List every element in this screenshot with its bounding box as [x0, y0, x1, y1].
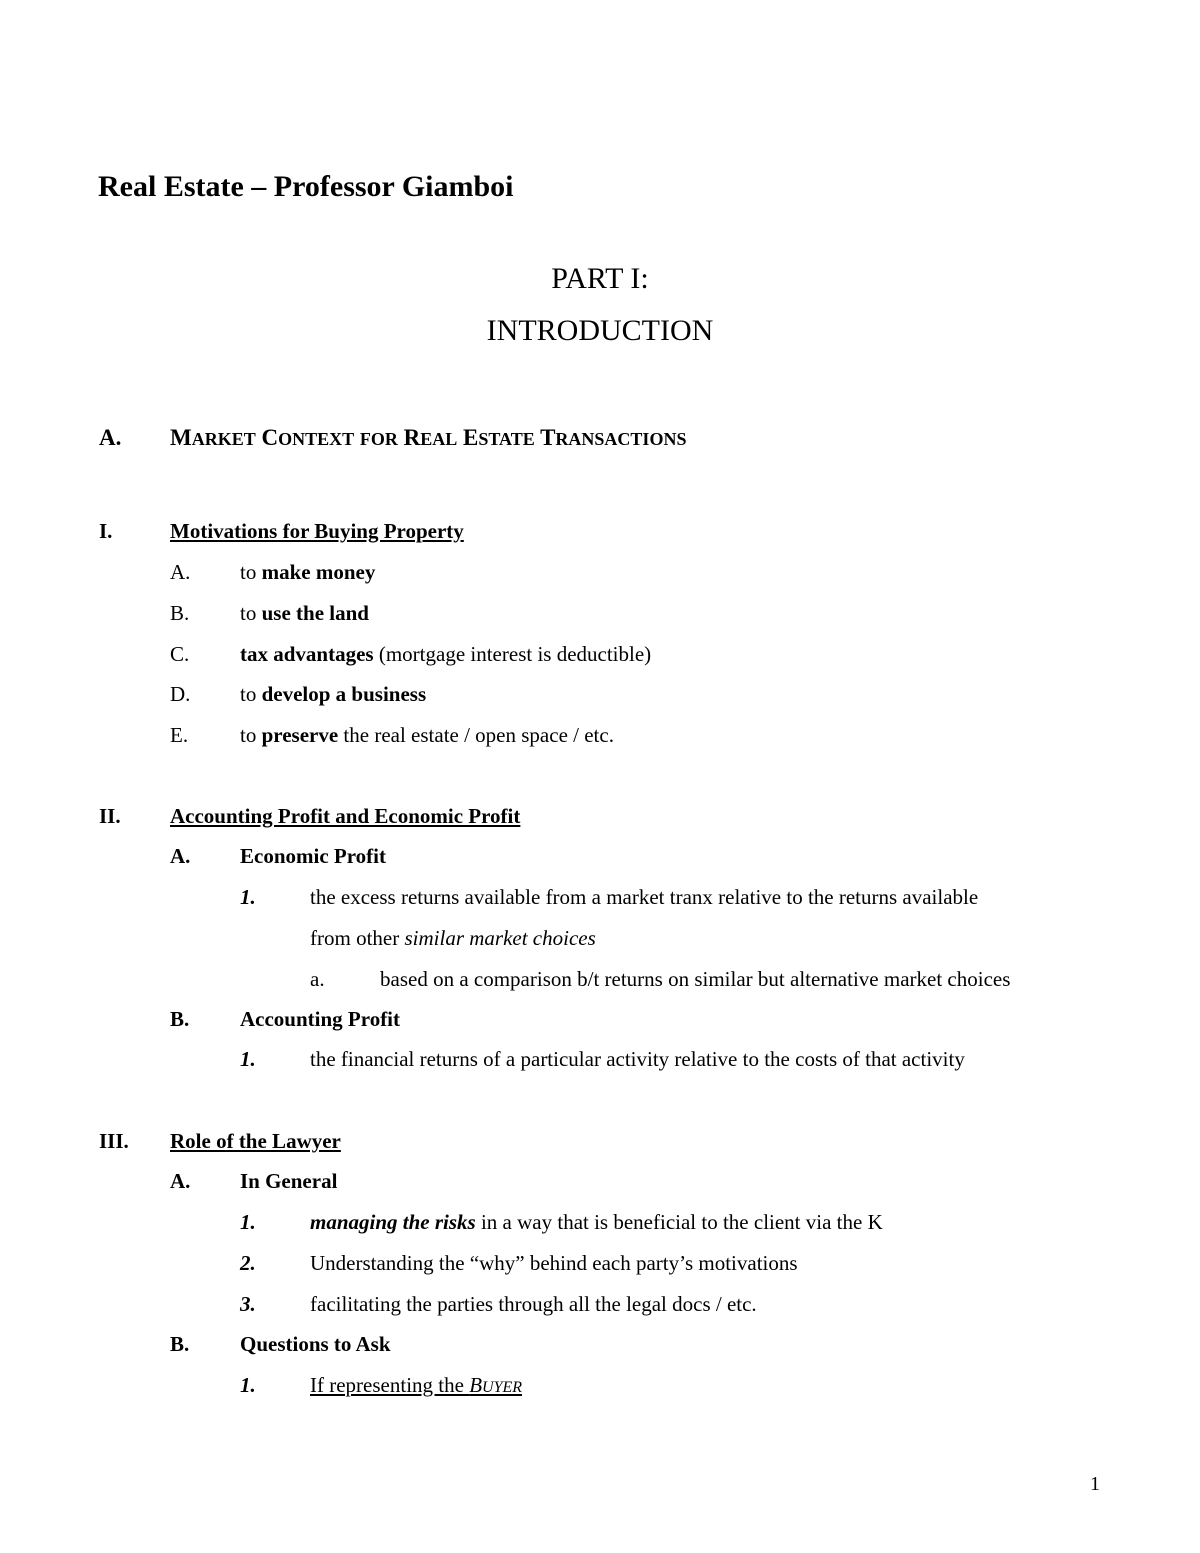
item-number: 1.	[240, 1210, 256, 1234]
section-3-heading: Role of the Lawyer	[170, 1129, 341, 1153]
list-item-label: A.	[170, 560, 191, 584]
item-text: Understanding the “why” behind each party’s motivations	[310, 1251, 798, 1275]
subsection-title: Economic Profit	[240, 844, 386, 868]
item-text: the excess returns available from a market tranx relative to the returns available	[310, 885, 979, 909]
section-1-heading: Motivations for Buying Property	[170, 519, 464, 543]
subsection-label: A.	[170, 844, 191, 868]
item-text: If representing the BUYER	[310, 1373, 523, 1397]
item-text: the financial returns of a particular activity relative to the costs of that activity	[310, 1047, 965, 1071]
subsection-label: B.	[170, 1332, 190, 1356]
item-number: 1.	[240, 1047, 256, 1071]
part-subtitle: INTRODUCTION	[486, 314, 714, 347]
item-number: 1.	[240, 1373, 256, 1397]
sc-word-estate: ESTATE	[463, 425, 535, 450]
sc-word-for: FOR	[359, 429, 398, 449]
item-text-continued: from other similar market choices	[310, 926, 596, 950]
subitem-label: a.	[310, 967, 325, 991]
sc-word-real: REAL	[403, 425, 458, 450]
page-number: 1	[1090, 1473, 1100, 1495]
list-item-label: C.	[170, 642, 190, 666]
list-item: to develop a business	[240, 682, 427, 706]
subsection-title: Accounting Profit	[240, 1007, 401, 1031]
section-a-title	[170, 426, 686, 449]
sc-word-transactions: TRANSACTIONS	[540, 425, 687, 450]
part-heading: PART I:	[551, 262, 649, 295]
section-a-label: A.	[99, 425, 122, 450]
subitem-text: based on a comparison b/t returns on similar but alternative market choices	[380, 967, 1011, 991]
list-item: tax advantages (mortgage interest is deductible)	[240, 642, 652, 666]
item-number: 2.	[240, 1251, 256, 1275]
document-title: Real Estate – Professor Giamboi	[98, 170, 514, 203]
subsection-title: In General	[240, 1169, 338, 1193]
sc-word-context: CONTEXT	[261, 425, 355, 450]
item-number: 1.	[240, 885, 256, 909]
item-text: managing the risks in a way that is beneficial to the client via the K	[310, 1210, 883, 1234]
item-text: facilitating the parties through all the legal docs / etc.	[310, 1292, 757, 1316]
subsection-title: Questions to Ask	[240, 1332, 391, 1356]
section-2-heading: Accounting Profit and Economic Profit	[170, 804, 521, 828]
sc-word-market: MARKET	[170, 425, 256, 450]
list-item-label: E.	[170, 723, 189, 747]
list-item: to make money	[240, 560, 376, 584]
subsection-label: B.	[170, 1007, 190, 1031]
subsection-label: A.	[170, 1169, 191, 1193]
list-item: to preserve the real estate / open space / etc.	[240, 723, 614, 747]
list-item-label: D.	[170, 682, 191, 706]
list-item: to use the land	[240, 601, 369, 625]
item-number: 3.	[240, 1292, 256, 1316]
section-3-label: III.	[99, 1129, 129, 1153]
list-item-label: B.	[170, 601, 190, 625]
section-1-label: I.	[99, 519, 113, 543]
section-2-label: II.	[99, 804, 121, 828]
